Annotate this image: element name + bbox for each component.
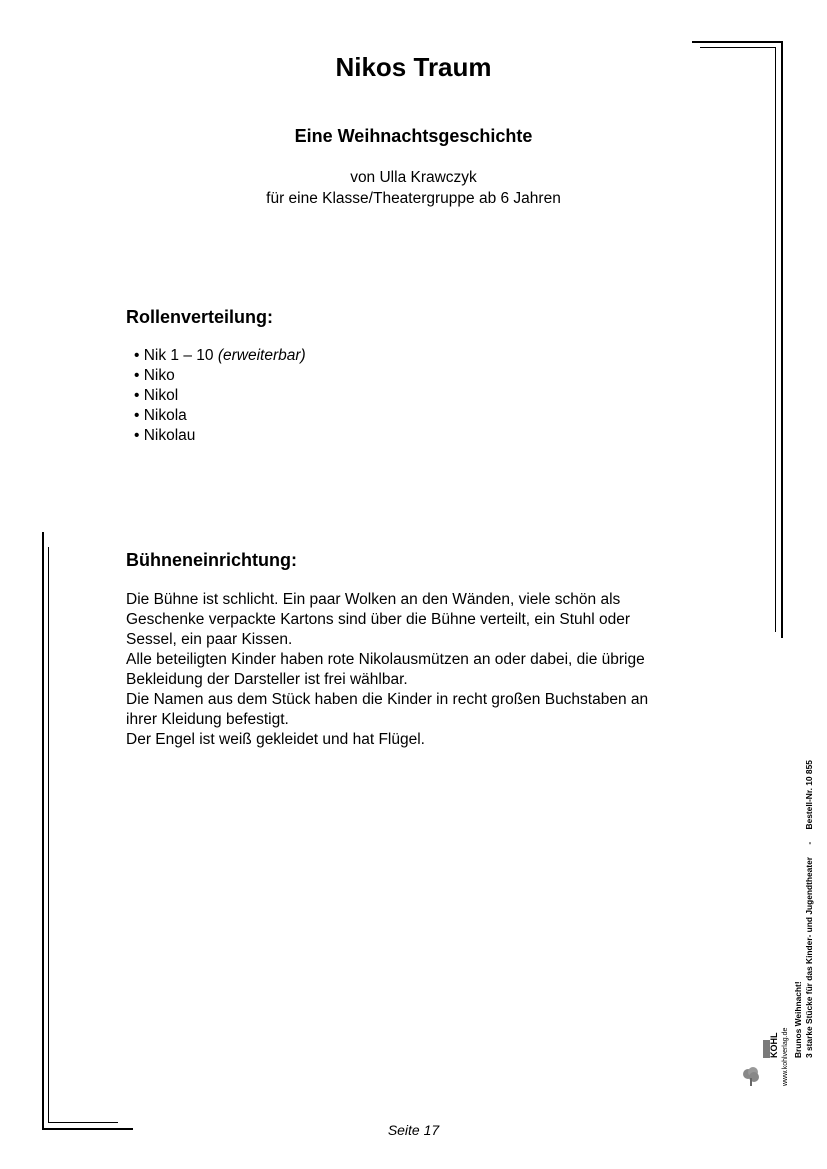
author-line: von Ulla Krawczyk	[350, 169, 477, 186]
sidebar-book-title: Brunos Weihnacht!	[793, 981, 803, 1058]
tree-icon	[742, 1066, 760, 1086]
role-note: (erweiterbar)	[217, 347, 306, 364]
publisher-logo: KOHL	[769, 1032, 779, 1058]
frame-line-left-outer	[42, 532, 44, 1130]
frame-line-left-inner	[48, 547, 49, 1123]
list-item: • Niko	[134, 366, 306, 386]
byline	[0, 167, 827, 209]
text-line: Sessel, ein paar Kissen.	[126, 631, 293, 648]
text-line: Geschenke verpackte Kartons sind über die Bühne verteilt, ein Stuhl oder	[126, 611, 631, 628]
audience-line: für eine Klasse/Theatergruppe ab 6 Jahren	[266, 190, 561, 207]
text-line: ihrer Kleidung befestigt.	[126, 711, 289, 728]
text-line: Die Namen aus dem Stück haben die Kinder in recht großen Buchstaben an	[126, 691, 649, 708]
stage-heading: Bühneneinrichtung:	[126, 550, 297, 570]
sidebar-book-info	[793, 760, 815, 1058]
sidebar-order-number: Bestell-Nr. 10 855	[804, 760, 814, 830]
page-subtitle: Eine Weihnachtsgeschichte	[294, 126, 533, 146]
list-item: • Nikolau	[134, 426, 306, 446]
frame-line-top-outer	[692, 41, 783, 43]
sidebar-website: www.kohlverlag.de	[782, 1027, 789, 1086]
page-number: Seite 17	[387, 1122, 440, 1138]
list-item: • Nikola	[134, 406, 306, 426]
sidebar-book-subtitle-line: 3 starke Stücke für das Kinder- und Jugendtheater - Bestell-Nr. 10 855	[804, 760, 814, 1058]
page-title: Nikos Traum	[335, 52, 492, 82]
frame-line-top-inner	[700, 47, 776, 48]
text-line: Bekleidung der Darsteller ist frei wählbar.	[126, 671, 408, 688]
list-item: • Nik 1 – 10 (erweiterbar)	[134, 346, 306, 366]
list-item: • Nikol	[134, 386, 306, 406]
roles-heading: Rollenverteilung:	[126, 307, 274, 327]
roles-list	[134, 346, 306, 446]
text-line: Die Bühne ist schlicht. Ein paar Wolken an den Wänden, viele schön als	[126, 591, 621, 608]
stage-description	[126, 590, 726, 750]
text-line: Der Engel ist weiß gekleidet und hat Flügel.	[126, 731, 425, 748]
text-line: Alle beteiligten Kinder haben rote Nikolausmützen an oder dabei, die übrige	[126, 651, 645, 668]
